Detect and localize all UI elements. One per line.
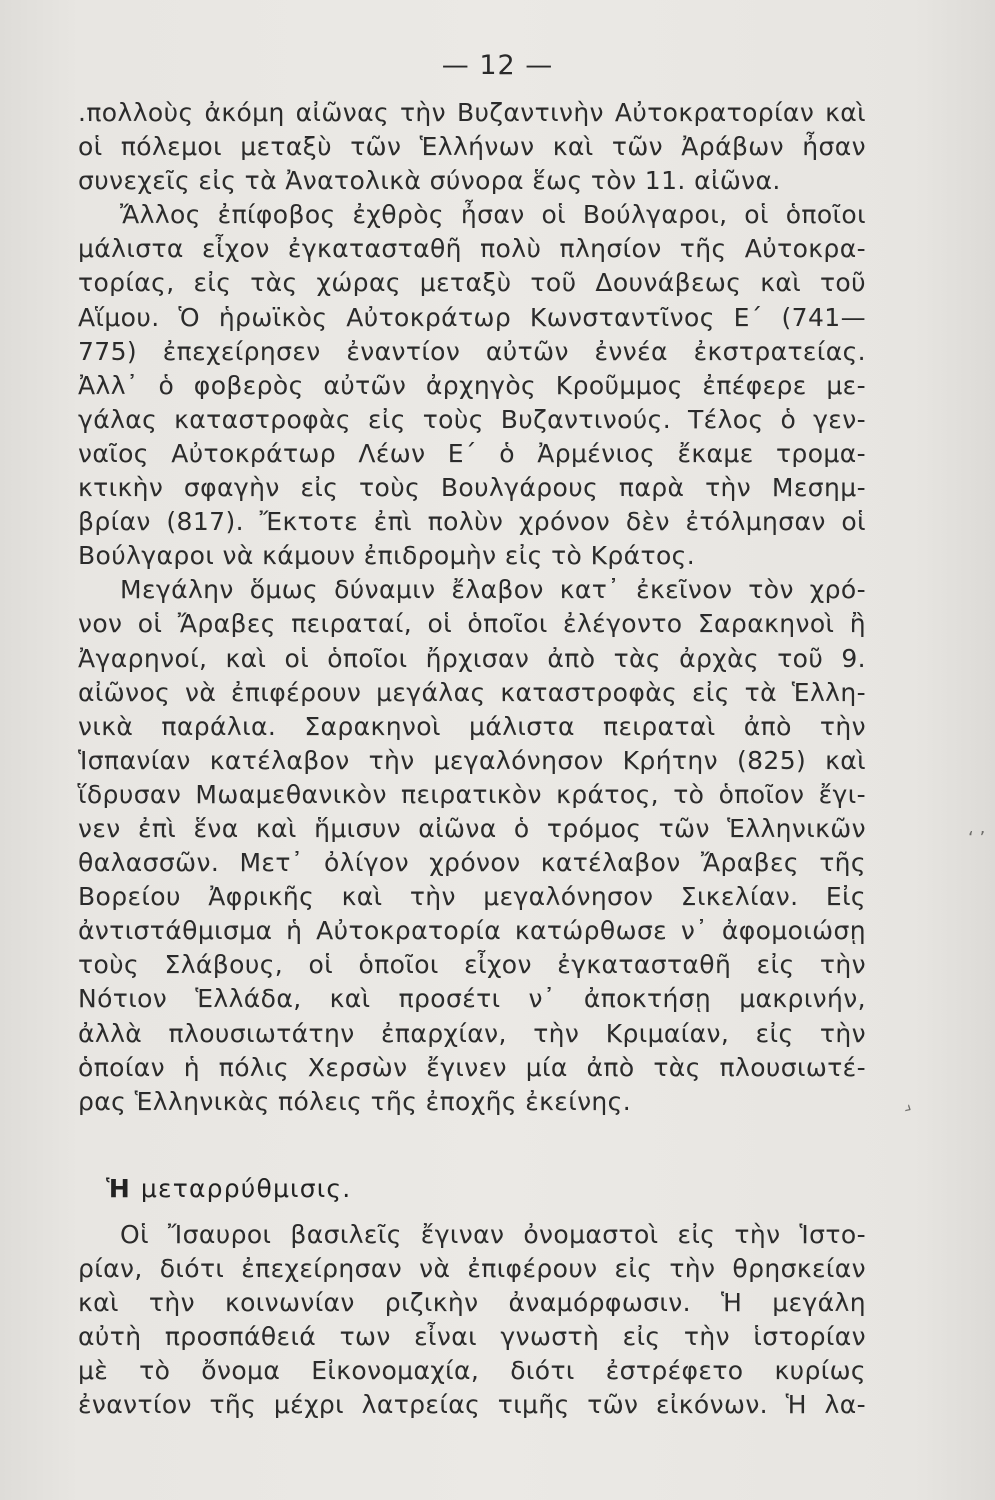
text-line: .πολλοὺς ἀκόμη αἰῶνας τὴν Βυζαντινὴν Αὐτοκρατορίαν καὶ xyxy=(78,98,866,127)
text-line: ρίαν, διότι ἐπεχείρησαν νὰ ἐπιφέρουν εἰς τὴν θρησκείαν xyxy=(78,1254,866,1284)
section-heading-article: Ἡ xyxy=(106,1174,131,1203)
text-line: 775) ἐπεχείρησεν ἐναντίον αὐτῶν ἐννέα ἐκστρατείας. xyxy=(78,336,866,366)
text-line: Βούλγαροι νὰ κάμουν ἐπιδρομὴν εἰς τὸ Κράτος. xyxy=(78,541,696,571)
text-line: ρας Ἑλληνικὰς πόλεις τῆς ἐποχῆς ἐκείνης. xyxy=(78,1086,632,1116)
margin-mark: › xyxy=(900,1097,917,1120)
page-number: — 12 — xyxy=(441,50,554,81)
text-line: ἀντιστάθμισμα ἡ Αὐτοκρατορία κατώρθωσε ν᾽ ἀφομοιώσῃ xyxy=(78,916,866,946)
text-line: αἰῶνος νὰ ἐπιφέρουν μεγάλας καταστροφὰς εἰς τὰ Ἑλλη- xyxy=(78,677,866,707)
text-line: Μεγάλην ὅμως δύναμιν ἔλαβον κατ᾽ ἐκεῖνον τὸν χρό- xyxy=(120,575,866,605)
text-line: ἐναντίον τῆς μέχρι λατρείας τιμῆς τῶν εἰκόνων. Ἡ λα- xyxy=(78,1390,866,1420)
text-line: γάλας καταστροφὰς εἰς τοὺς Βυζαντινούς. Τέλος ὁ γεν- xyxy=(78,404,866,434)
text-line: Ἀγαρηνοί, καὶ οἱ ὁποῖοι ἤρχισαν ἀπὸ τὰς ἀρχὰς τοῦ 9. xyxy=(78,643,866,673)
text-line: βρίαν (817). Ἔκτοτε ἐπὶ πολὺν χρόνον δὲν ἐτόλμησαν οἱ xyxy=(78,507,866,537)
text-line: Ἄλλος ἐπίφοβος ἐχθρὸς ἦσαν οἱ Βούλγαροι, οἱ ὁποῖοι xyxy=(120,200,866,230)
text-line: Ἀλλ᾽ ὁ φοβερὸς αὐτῶν ἀρχηγὸς Κροῦμμος ἐπέφερε με- xyxy=(78,370,866,400)
text-line: νον οἱ Ἄραβες πειραταί, οἱ ὁποῖοι ἐλέγοντο Σαρακηνοὶ ἢ xyxy=(78,609,866,639)
text-line: ὁποίαν ἡ πόλις Χερσὼν ἔγινεν μία ἀπὸ τὰς πλουσιωτέ- xyxy=(78,1052,866,1082)
text-line: ναῖος Αὐτοκράτωρ Λέων Ε΄ ὁ Ἀρμένιος ἔκαμε τρομα- xyxy=(78,438,866,468)
text-line: Οἱ Ἴσαυροι βασιλεῖς ἔγιναν ὀνομαστοὶ εἰς τὴν Ἱστο- xyxy=(120,1220,866,1249)
text-line: Νότιον Ἑλλάδα, καὶ προσέτι ν᾽ ἀποκτήσῃ μακρινήν, xyxy=(78,984,866,1014)
section-heading xyxy=(106,1174,351,1203)
text-line: μὲ τὸ ὄνομα Εἰκονομαχία, διότι ἐστρέφετο κυρίως xyxy=(78,1356,866,1386)
text-line: νικὰ παράλια. Σαρακηνοὶ μάλιστα πειραταὶ ἀπὸ τὴν xyxy=(78,711,866,741)
margin-mark: ‘ ’ xyxy=(968,828,986,849)
text-line: οἱ πόλεμοι μεταξὺ τῶν Ἑλλήνων καὶ τῶν Ἀράβων ἦσαν xyxy=(78,132,866,162)
text-line: καὶ τὴν κοινωνίαν ριζικὴν ἀναμόρφωσιν. Ἡ μεγάλη xyxy=(78,1288,866,1318)
text-line: νεν ἐπὶ ἕνα καὶ ἥμισυν αἰῶνα ὁ τρόμος τῶν Ἑλληνικῶν xyxy=(78,813,866,843)
text-line: αὐτὴ προσπάθειά των εἶναι γνωστὴ εἰς τὴν ἱστορίαν xyxy=(78,1322,866,1352)
section-heading-text: μεταρρύθμισις. xyxy=(140,1174,352,1203)
main-paragraphs xyxy=(78,96,866,1119)
text-line: ἀλλὰ πλουσιωτάτην ἐπαρχίαν, τὴν Κριμαίαν, εἰς τὴν xyxy=(78,1018,866,1048)
text-line: τοὺς Σλάβους, οἱ ὁποῖοι εἶχον ἐγκατασταθῆ εἰς τὴν xyxy=(78,950,866,980)
text-line: Ἱσπανίαν κατέλαβον τὴν μεγαλόνησον Κρήτην (825) καὶ xyxy=(78,745,866,775)
text-line: μάλιστα εἶχον ἐγκατασταθῆ πολὺ πλησίον τῆς Αὐτοκρα- xyxy=(78,234,866,264)
text-line: θαλασσῶν. Μετ᾽ ὀλίγον χρόνον κατέλαβον Ἄραβες τῆς xyxy=(78,848,866,878)
text-line: Αἵμου. Ὁ ἡρωϊκὸς Αὐτοκράτωρ Κωνσταντῖνος Ε΄ (741— xyxy=(78,302,866,332)
text-line: ἵδρυσαν Μωαμεθανικὸν πειρατικὸν κράτος, τὸ ὁποῖον ἔγι- xyxy=(78,779,866,809)
text-line: συνεχεῖς εἰς τὰ Ἀνατολικὰ σύνορα ἕως τὸν 11. αἰῶνα. xyxy=(78,166,781,196)
section-paragraph xyxy=(78,1218,866,1423)
text-line: κτικὴν σφαγὴν εἰς τοὺς Βουλγάρους παρὰ τὴν Μεσημ- xyxy=(78,473,866,503)
text-line: τορίας, εἰς τὰς χώρας μεταξὺ τοῦ Δουνάβεως καὶ τοῦ xyxy=(78,268,866,298)
text-line: Βορείου Ἀφρικῆς καὶ τὴν μεγαλόνησον Σικελίαν. Εἰς xyxy=(78,882,866,912)
